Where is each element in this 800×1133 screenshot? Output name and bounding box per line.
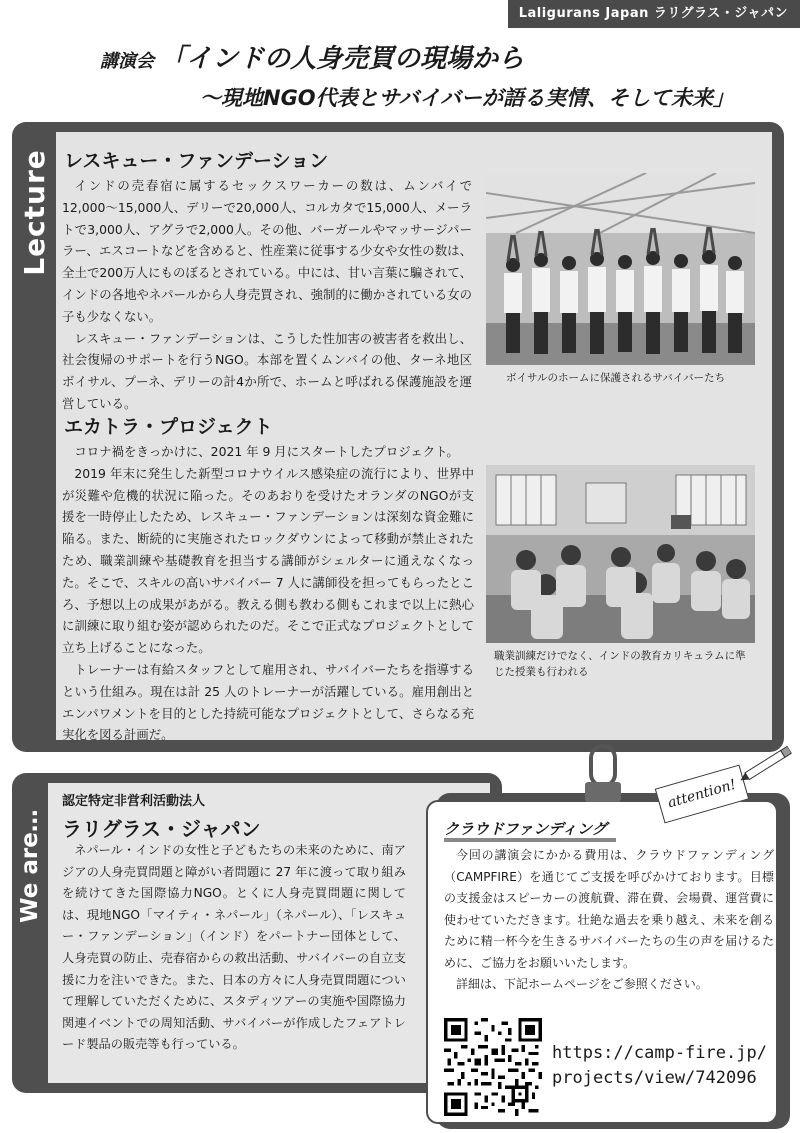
qr-code[interactable] xyxy=(444,1018,542,1116)
crowdfunding-title: クラウドファンディング xyxy=(444,820,607,838)
brand-header: Laligurans Japan ラリグラス・ジャパン xyxy=(508,0,800,28)
paragraph: コロナ禍をきっかけに、2021 年 9 月にスタートしたプロジェクト。 xyxy=(74,444,459,459)
photo-caption-boisar: ボイサルのホームに保護されるサバイバーたち xyxy=(506,372,726,384)
lecture-tab-label: Lecture xyxy=(17,148,51,276)
photo-caption-classroom: 職業訓練だけでなく、インドの教育カリキュラムに準じた授業も行われる xyxy=(494,650,746,678)
photo-classroom xyxy=(486,465,755,643)
paragraph: ネパール・インドの女性と子どもたちの未来のために、南アジアの人身売買問題と障がい者問題に 27 年に渡って取り組みを続けてきた国際協力NGO。とくに人身売買問題に関しては、現地NGO「マイティ・ネパール」（ネパール）、「レスキュー・ファンデーション」（インド）をパートナー団体として、人身売買の防止、売春宿からの救出活動、サバイバーの自立支援に力を注いできた。また、日本の方々に人身売買問題について理解していただくために、スタディツアーの実施や国際協力関連イベントでの周知活動、サバイバーが作成したフェアトレード製品の販売等も行っている。 xyxy=(62,843,406,1052)
title-main: 「インドの人身売買の現場から xyxy=(160,44,525,74)
org-name: ラリグラス・ジャパン xyxy=(62,817,261,841)
page-subtitle: 〜現地NGO代表とサバイバーが語る実情、そして未来」 xyxy=(200,86,734,110)
paragraph: 今回の講演会にかかる費用は、クラウドファンディング（CAMPFIRE）を通じてご支援を呼びかけております。目標の支援金はスピーカーの渡航費、滞在費、会場費、運営費に使わせていただきます。壮絶な過去を乗り越え、未来を創るために精一杯今を生きるサバイバーたちの生の声を届けるために、ご協力をお願いいたします。 xyxy=(444,848,774,970)
page-title xyxy=(100,38,524,75)
lecture-tab xyxy=(12,132,56,292)
section-heading-rescue-foundation: レスキュー・ファンデーション xyxy=(64,150,329,172)
paragraph: 詳細は、下記ホームページをご参照ください。 xyxy=(456,977,708,991)
paragraph: インドの売春宿に属するセックスワーカーの数は、ムンバイで12,000〜15,000人、デリーで20,000人、コルカタで15,000人、メーラトで3,000人、アグラで2,000人。その他、バーガールやマッサージパーラー、エスコートなどを含めると、性産業に従事する少女や女性の数は、全土で200万人にものぼるとされている。中には、甘い言葉に騙されて、インドの各地やネパールから人身売買され、強制的に働かされている女の子も少なくない。 xyxy=(62,178,472,324)
org-type: 認定特定非営利活動法人 xyxy=(62,794,206,809)
rescue-foundation-text xyxy=(62,175,472,415)
attention-tag: attention! xyxy=(655,765,750,824)
we-are-tab-label: We are… xyxy=(17,808,43,923)
photo-survivors-boisar xyxy=(486,173,755,365)
we-are-tab xyxy=(12,783,48,948)
crowdfunding-text xyxy=(444,845,774,996)
paper-clip-icon xyxy=(583,744,623,804)
url-line-2[interactable]: projects/view/742096 xyxy=(552,1068,757,1088)
paragraph: トレーナーは有給スタッフとして雇用され、サバイバーたちを指導するという仕組み。現在は計 25 人のトレーナーが活躍している。雇用創出とエンパワメントを目的とした持続可能なプロジェクトとして、さらなる充実化を図る計画だ。 xyxy=(62,661,474,743)
crowdfunding-title-underline xyxy=(444,838,616,842)
section-heading-ekatra-project: エカトラ・プロジェクト xyxy=(64,416,273,438)
ekatra-project-text-top xyxy=(62,441,474,746)
url-line-1[interactable]: https://camp-fire.jp/ xyxy=(552,1043,767,1063)
crowdfunding-url[interactable] xyxy=(552,1041,767,1091)
paragraph: レスキュー・ファンデーションは、こうした性加害の被害者を救出し、社会復帰のサポートを行うNGO。本部を置くムンバイの他、ターネ地区ボイサル、プーネ、デリーの計4か所で、ホームと呼ばれる保護施設を運営している。 xyxy=(62,330,472,411)
paragraph: 2019 年末に発生した新型コロナウイルス感染症の流行により、世界中が災難や危機的状況に陥った。そのあおりを受けたオランダのNGOが支援を一時停止したため、レスキュー・ファンデーションは深刻な資金難に陥る。また、断続的に実施されたロックダウンによって移動が禁止されたため、職業訓練や基礎教育を担当する講師がシェルターに通えなくなった。そこで、スキルの高いサバイバー 7 人に講師役を担ってもらったところ、予想以上の成果があがる。教える側も教わる側もこれまで以上に熱心に訓練に取り組む姿が認められたのだ。そこで正式なプロジェクトとして立ち上げることになった。 xyxy=(62,465,474,656)
org-description xyxy=(62,840,406,1056)
title-prefix: 講演会 xyxy=(100,51,154,72)
